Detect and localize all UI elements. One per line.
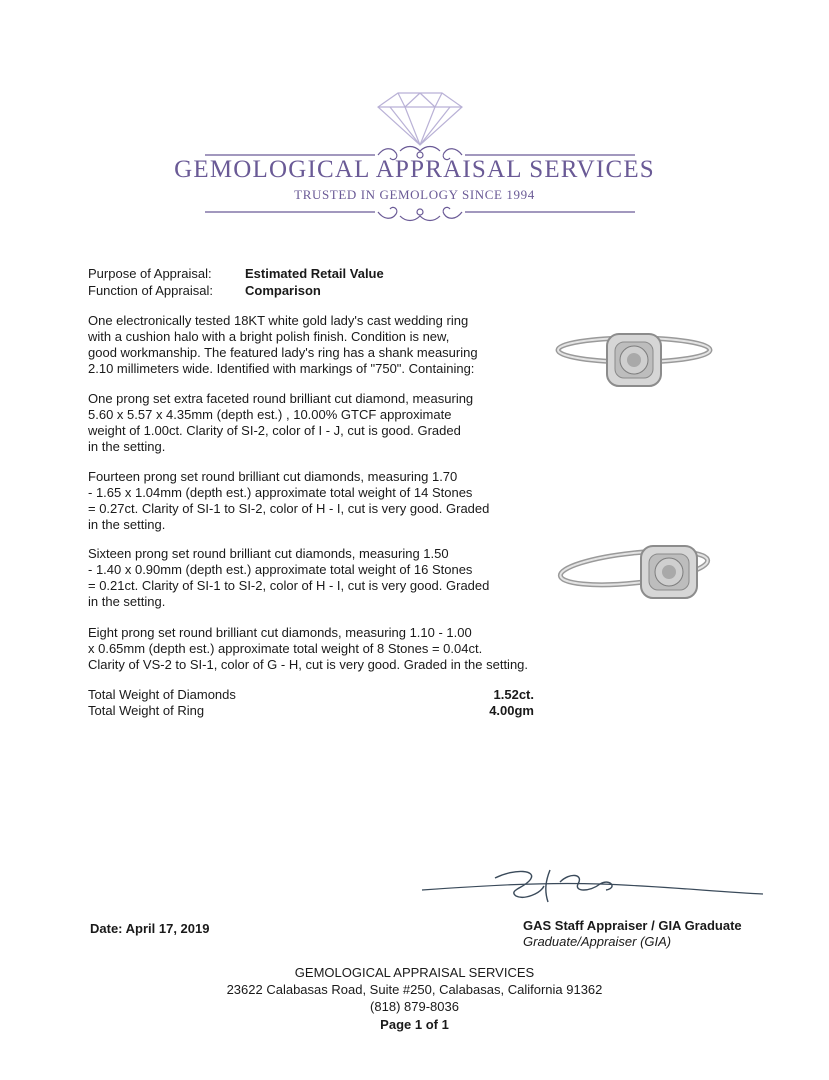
total-diamonds-value: 1.52ct.: [493, 687, 534, 702]
purpose-label: Purpose of Appraisal:: [88, 266, 212, 281]
appraiser-subtitle: Graduate/Appraiser (GIA): [523, 934, 672, 949]
ornament-divider-bottom: [205, 207, 635, 220]
diamond-icon: [378, 93, 462, 145]
function-value: Comparison: [245, 283, 321, 298]
total-diamonds-label: Total Weight of Diamonds: [88, 687, 236, 702]
sixteen-diamonds-description: Sixteen prong set round brilliant cut diamonds, measuring 1.50 - 1.40 x 0.90mm (depth est.) approximate total weight of 16 Stones = 0.21ct. Clarity of SI-1 to SI-2, color of H - I, cut is very good. Graded in the setting.: [88, 546, 490, 609]
total-ring-label: Total Weight of Ring: [88, 703, 205, 718]
company-tagline: TRUSTED IN GEMOLOGY SINCE 1994: [294, 187, 535, 202]
footer-company: GEMOLOGICAL APPRAISAL SERVICES: [294, 965, 535, 980]
ring-photo-angle-view: [555, 532, 713, 618]
purpose-value: Estimated Retail Value: [245, 266, 384, 281]
total-ring-value: 4.00gm: [489, 703, 534, 718]
appraiser-title: GAS Staff Appraiser / GIA Graduate: [523, 918, 742, 933]
center-diamond-description: One prong set extra faceted round brilliant cut diamond, measuring 5.60 x 5.57 x 4.35mm (depth est.) , 10.00% GTCF approximate weight of 1.00ct. Clarity of SI-2, color of I - J, cut is good. Graded in the setting.: [88, 391, 474, 454]
function-label: Function of Appraisal:: [88, 283, 214, 298]
eight-diamonds-description: Eight prong set round brilliant cut diamonds, measuring 1.10 - 1.00 x 0.65mm (depth est.) approximate total weight of 8 Stones = 0.04ct. Clarity of VS-2 to SI-1, color of G - H, cut is very good. Graded in the setting.: [88, 625, 529, 672]
fourteen-diamonds-description: Fourteen prong set round brilliant cut diamonds, measuring 1.70 - 1.65 x 1.04mm (depth est.) approximate total weight of 14 Stones = 0.27ct. Clarity of SI-1 to SI-2, color of H - I, cut is very good. Graded in the setting.: [88, 469, 490, 532]
company-name: GEMOLOGICAL APPRAISAL SERVICES: [174, 156, 655, 183]
page-number: Page 1 of 1: [380, 1017, 449, 1032]
appraisal-date: Date: April 17, 2019: [90, 921, 210, 936]
footer-address: 23622 Calabasas Road, Suite #250, Calabasas, California 91362: [226, 982, 603, 997]
ring-description: One electronically tested 18KT white gold lady's cast wedding ring with a cushion halo with a bright polish finish. Condition is new, good workmanship. The featured lady's ring has a shank measuring 2.10 millimeters wide. Identified with markings of "750". Containing:: [88, 313, 478, 376]
appraiser-signature: [420, 860, 765, 910]
ring-photo-top-view: [555, 320, 713, 406]
footer-phone: (818) 879-8036: [370, 999, 459, 1014]
